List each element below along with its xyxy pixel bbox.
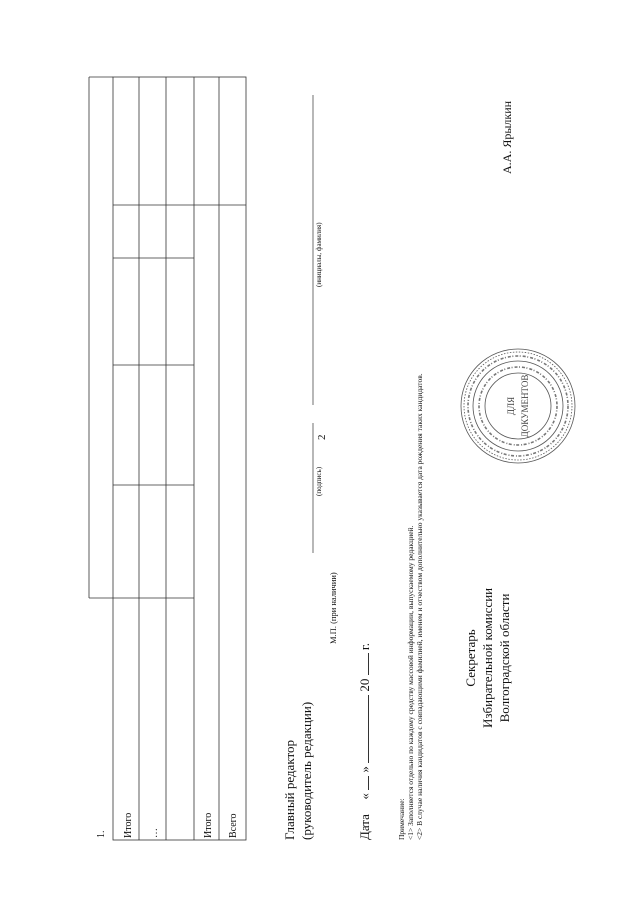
seal-caption: М.П. (при наличии) xyxy=(328,572,338,644)
secretary-line-1: Секретарь xyxy=(463,629,478,687)
secretary-line-3: Волгоградской области xyxy=(497,593,512,723)
date-open-quote: « xyxy=(357,793,372,800)
date-month-blank xyxy=(357,695,369,763)
notes-title: Примечание: xyxy=(397,798,406,840)
secretary-name: А.А. Ярылкин xyxy=(500,100,514,174)
page-number: 2 xyxy=(316,434,328,440)
table-row-label: Итого xyxy=(123,812,134,838)
notes-line-2: <2> В случае наличия кандидатов с совпадающими фамилией, именем и отчеством дополнительно указывается дата рождения таких кандидатов. xyxy=(415,373,424,840)
date-label: Дата xyxy=(357,814,372,840)
date-year-suffix: г. xyxy=(357,642,372,651)
signature-caption: (подпись) xyxy=(315,466,323,496)
table-row-label: 1. xyxy=(96,830,107,838)
stamp-center-line-1: ДЛЯ xyxy=(506,396,516,416)
secretary-line-2: Избирательной комиссии xyxy=(480,587,495,728)
position-line-1: Главный редактор xyxy=(282,740,297,840)
date-close-quote: » xyxy=(357,766,372,773)
official-stamp xyxy=(458,346,578,466)
position-line-2: (руководитель редакции) xyxy=(299,701,314,840)
date-year-blank xyxy=(357,653,369,675)
date-line xyxy=(356,643,373,840)
notes-line-1: <1> Заполняется отдельно по каждому средству массовой информации, выпускаемому редакцией. xyxy=(406,525,415,840)
notes-block xyxy=(397,373,424,840)
table-row-label: … xyxy=(149,828,160,838)
stamp-center-line-2: ДОКУМЕНТОВ xyxy=(520,374,530,438)
name-caption: (инициалы, фамилия) xyxy=(315,222,323,287)
date-day-blank xyxy=(357,776,369,790)
secretary-block xyxy=(462,588,513,728)
date-year-prefix: 20 xyxy=(357,678,372,692)
table-row-label: Всего xyxy=(228,813,239,838)
table-row-label: Итого xyxy=(203,812,214,838)
